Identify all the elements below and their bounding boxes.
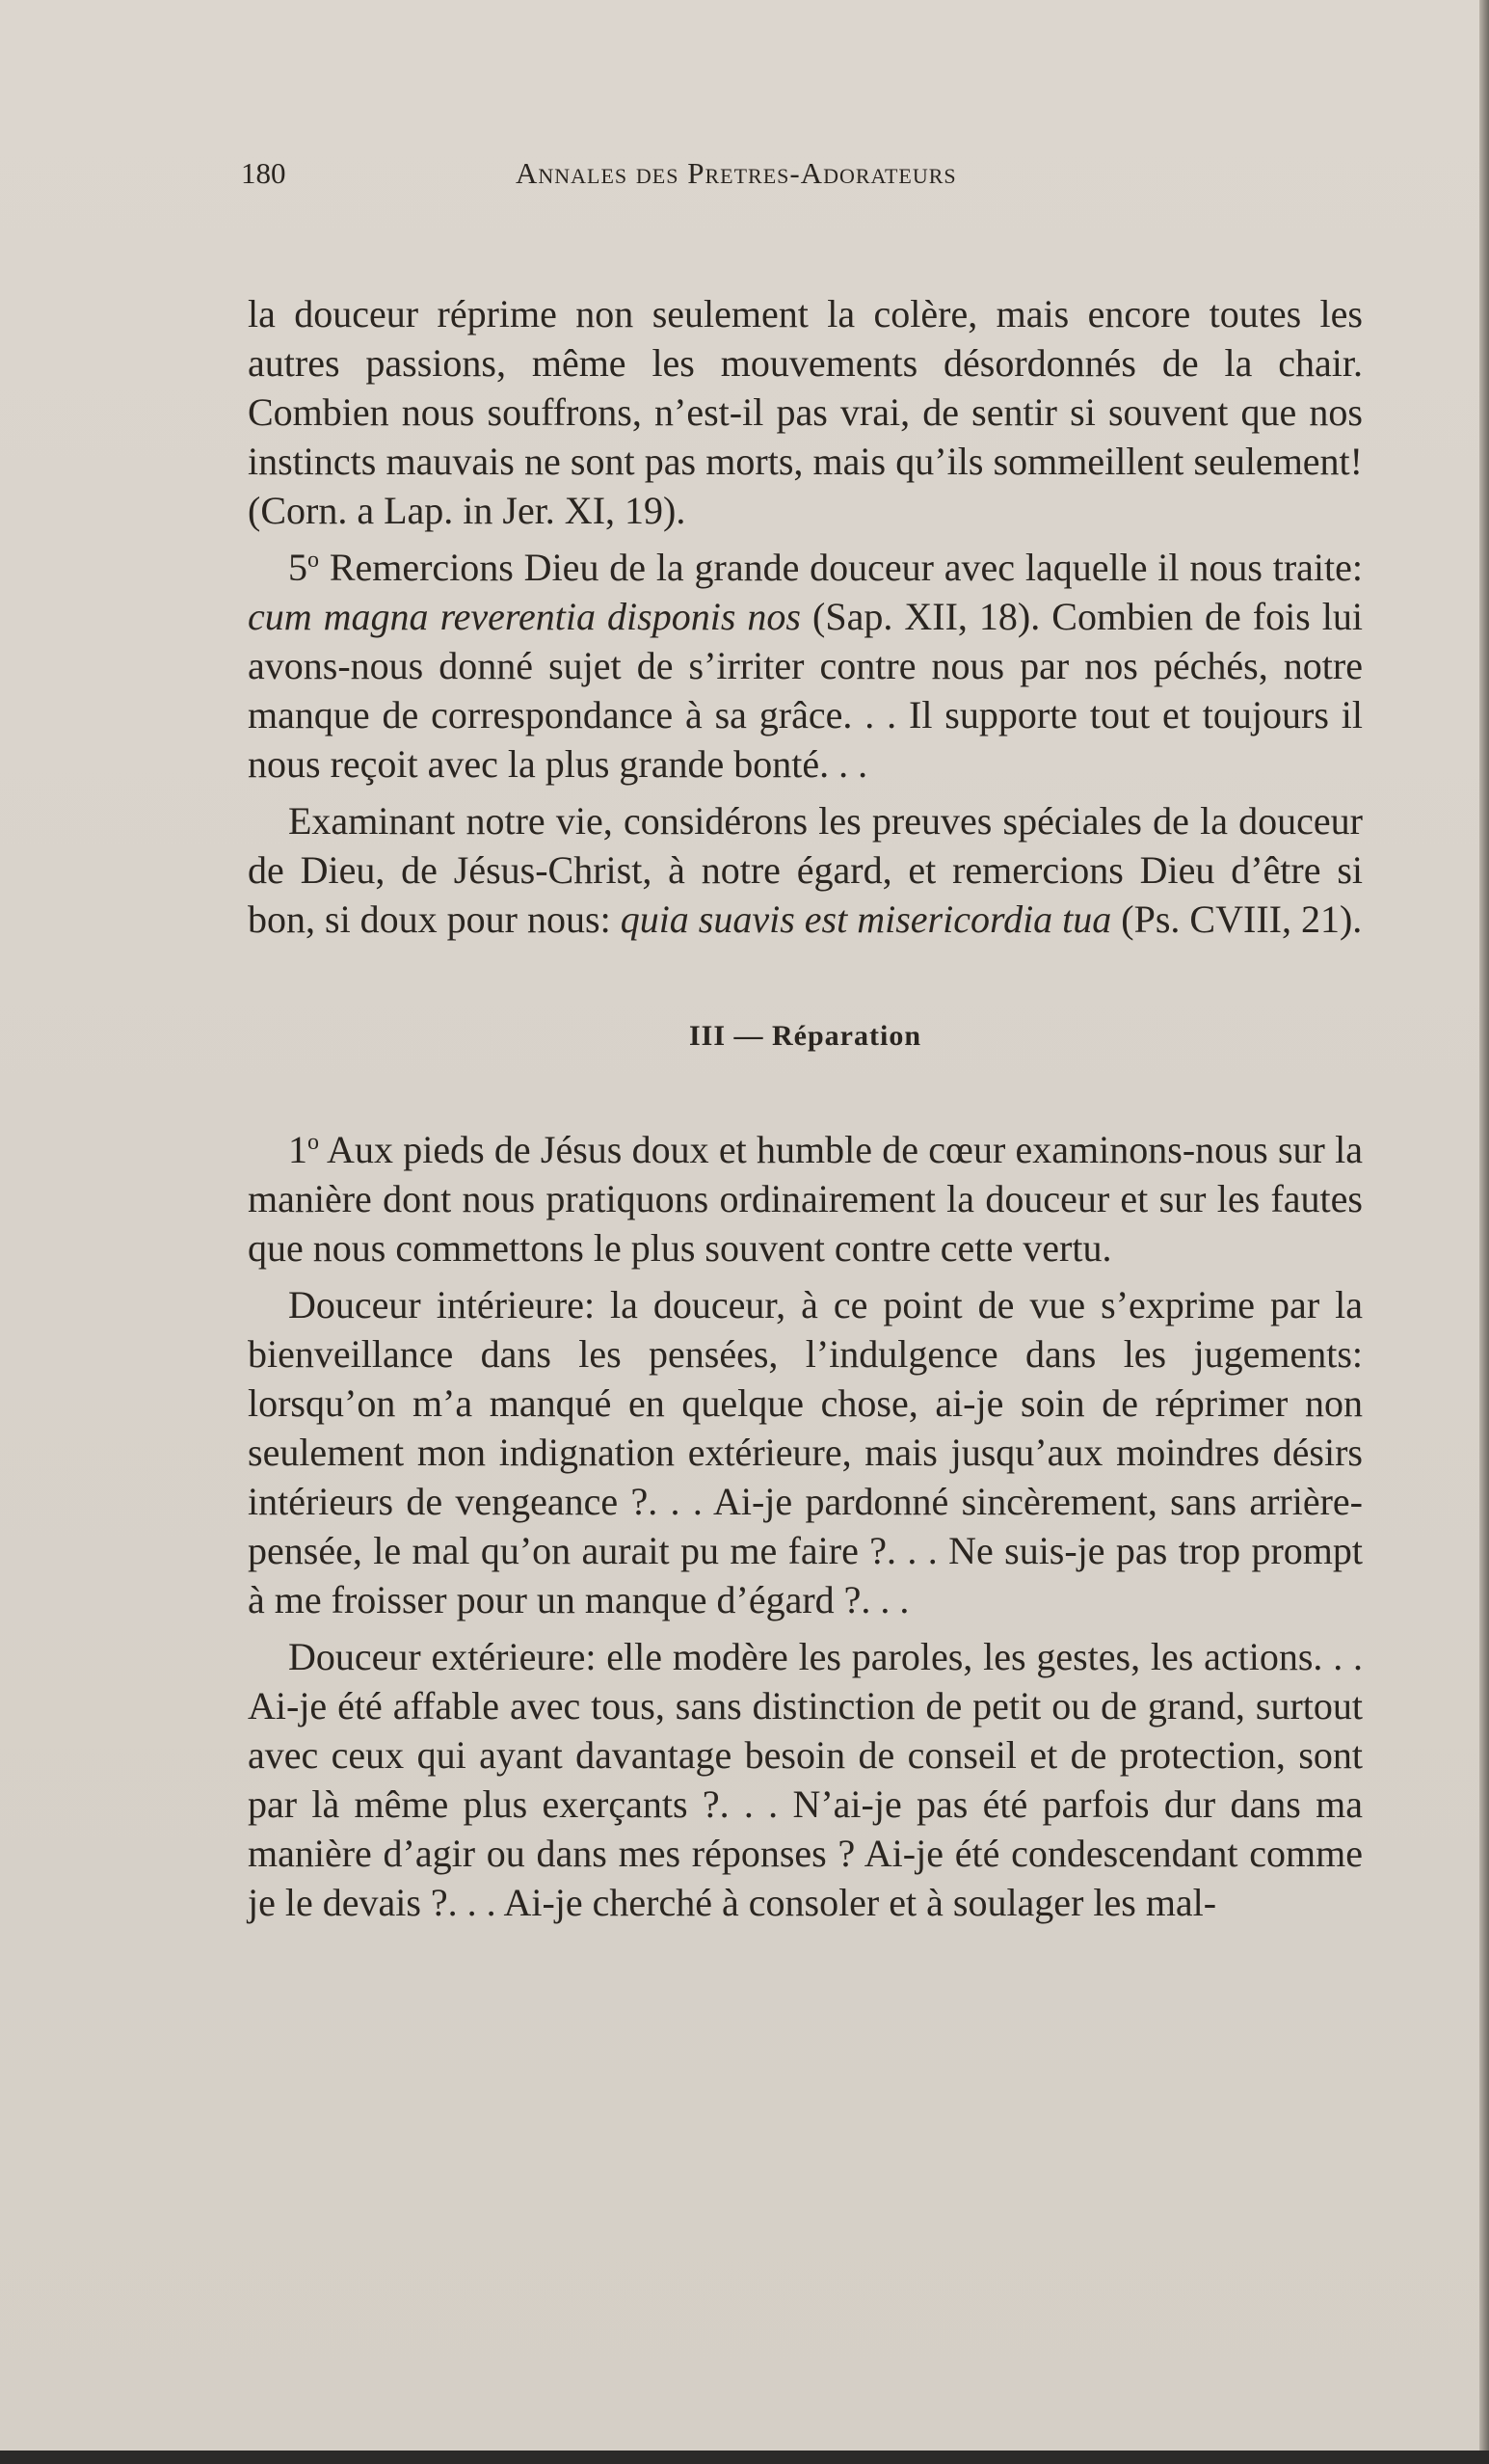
paragraph-3-text-a: Examinant notre vie, considérons les preuves spéciales de la douceur de Dieu, de Jésus-Christ, à notre égard, et remercions Dieu d’être si bon, si doux pour nous: (248, 799, 1363, 941)
paragraph-1: la douceur réprime non seulement la colère, mais encore toutes les autres passions, même les mouvements désordonnés de la chair. Combien nous souffrons, n’est-il pas vrai, de sentir si souvent que nos instincts mauvais ne sont pas morts, mais qu’ils sommeillent seulement! (Corn. a Lap. in Jer. XI, 19). (248, 292, 1363, 532)
page-number: 180 (241, 156, 286, 190)
running-title: Annales des Pretres-Adorateurs (516, 156, 957, 190)
latin-quote: quia suavis est misericordia tua (620, 897, 1112, 941)
item-number: 5 (288, 546, 307, 589)
paragraph-6: Douceur extérieure: elle modère les paroles, les gestes, les actions. . . Ai-je été affable avec tous, sans distinction de petit ou de grand, surtout avec ceux qui ayant davantage besoin de conseil et de protection, sont par là même plus exerçants ?. . . N’ai-je pas été parfois dur dans ma manière d’agir ou dans mes réponses ? Ai-je été condescendant comme je le devais ?. . . Ai-je cherché à consoler et à soulager les mal- (248, 1635, 1363, 1924)
paragraph-4 (248, 1125, 1363, 1272)
latin-quote: cum magna reverentia disponis nos (248, 595, 801, 638)
paragraph-2-text-a: Remercions Dieu de la grande douceur avec laquelle il nous traite: (319, 546, 1363, 589)
ordinal-marker: o (307, 548, 319, 573)
paragraph-3 (248, 796, 1363, 944)
body-text (248, 289, 1363, 1927)
item-number: 1 (288, 1128, 307, 1171)
paragraph-5: Douceur intérieure: la douceur, à ce point de vue s’exprime par la bienveillance dans les pensées, l’indulgence dans les jugements: lorsqu’on m’a manqué en quelque chose, ai-je soin de réprimer non seulement mon indignation extérieure, mais jusqu’aux moindres désirs intérieurs de vengeance ?. . . Ai-je pardonné sincèrement, sans arrière-pensée, le mal qu’on aurait pu me faire ?. . . Ne suis-je pas trop prompt à me froisser pour un manque d’égard ?. . . (248, 1283, 1363, 1621)
scan-bottom-edge (0, 2451, 1489, 2464)
running-head (241, 156, 1349, 195)
paragraph-4-text: Aux pieds de Jésus doux et humble de cœur examinons-nous sur la manière dont nous pratiquons ordinairement la douceur et sur les fautes que nous commettons le plus souvent contre cette vertu. (248, 1128, 1363, 1270)
section-heading: III — Réparation (688, 1020, 921, 1052)
paragraph-2-text-b: (Sap. XII, 18). Combien de fois lui avons-nous donné sujet de s’irriter contre nous par nos péchés, notre manque de correspondance à sa grâce. . . Il supporte tout et toujours il nous reçoit avec la plus grande bonté. . . (248, 595, 1364, 786)
paragraph-2 (248, 543, 1363, 789)
ordinal-marker: o (307, 1130, 319, 1155)
page-edge-shadow (1479, 0, 1489, 2464)
paragraph-3-text-b: (Ps. CVIII, 21). (1111, 897, 1363, 941)
